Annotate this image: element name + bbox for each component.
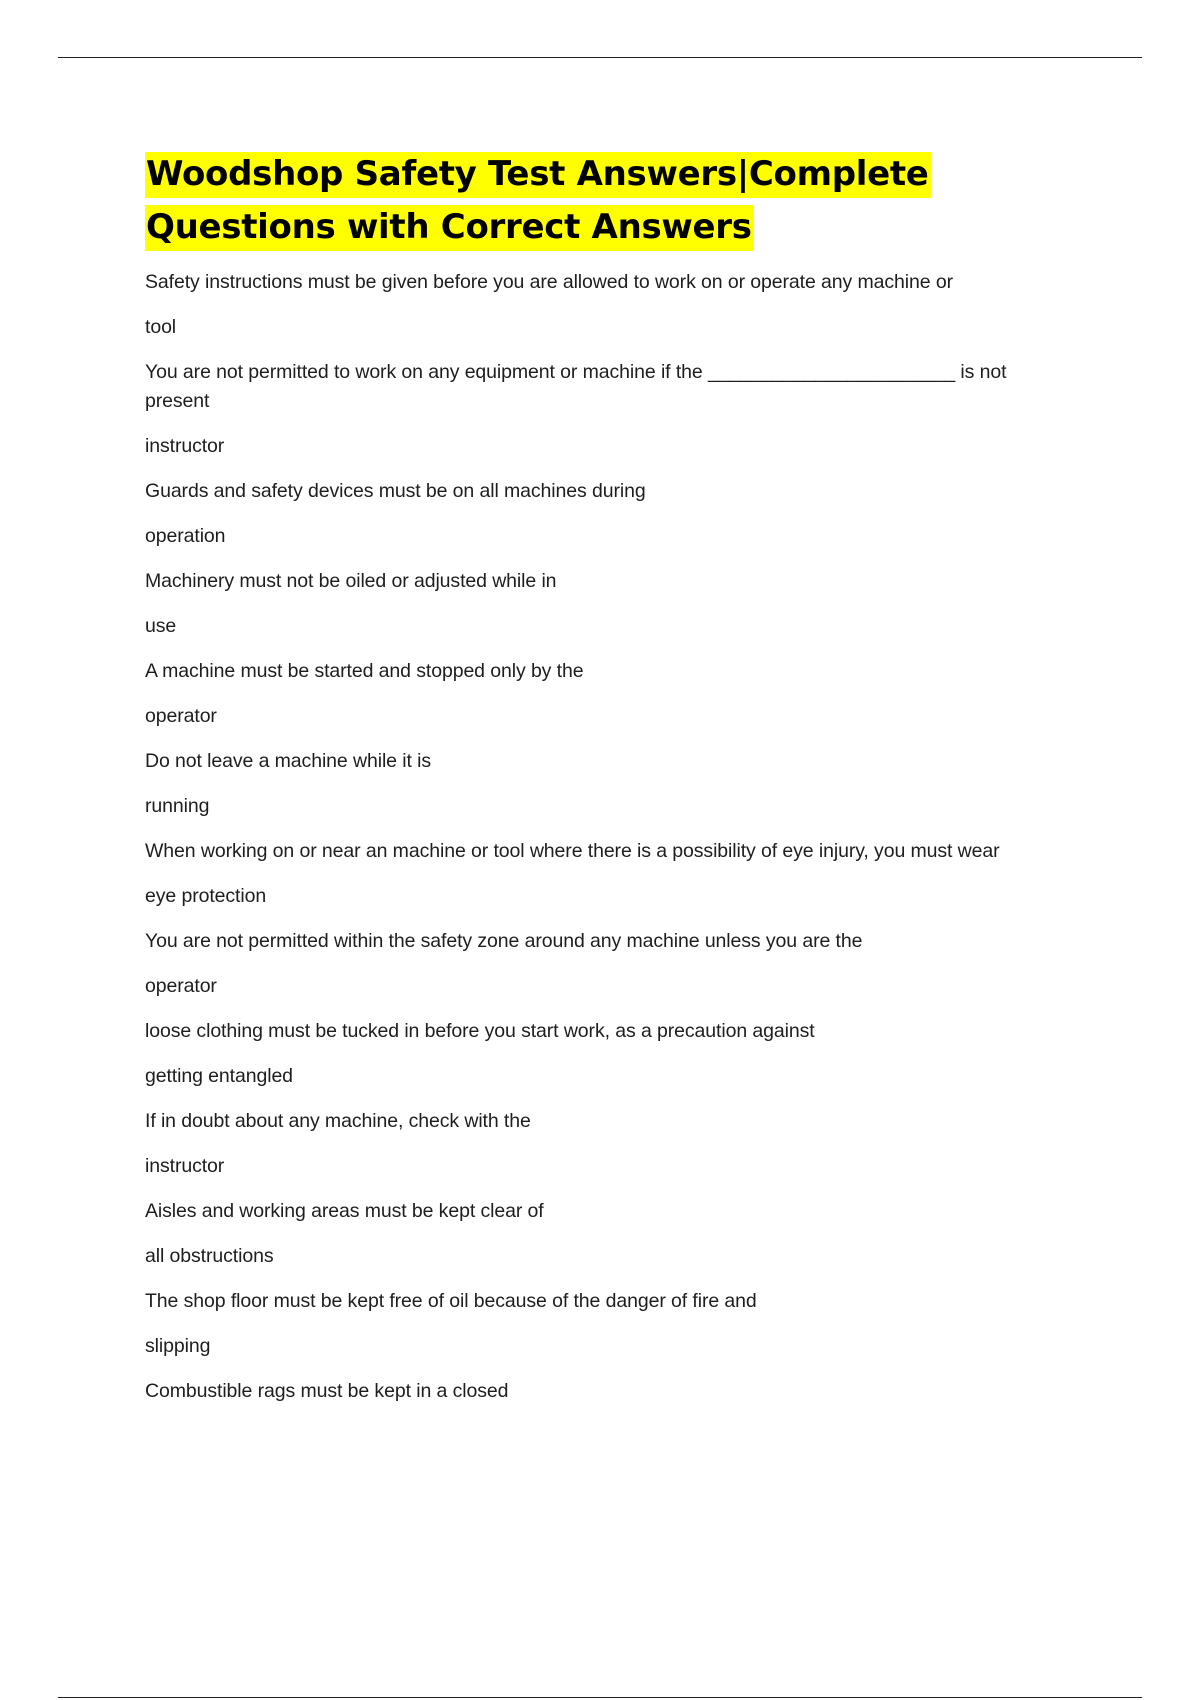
answer-text: operator bbox=[145, 705, 217, 727]
qa-item bbox=[145, 747, 1075, 821]
question-text: Guards and safety devices must be on all machines during bbox=[145, 480, 646, 502]
question-answer-list bbox=[145, 268, 1075, 1406]
question-text: Safety instructions must be given before you are allowed to work on or operate any machine or bbox=[145, 271, 953, 293]
answer-text: instructor bbox=[145, 435, 225, 457]
bottom-divider bbox=[58, 1697, 1142, 1698]
qa-item bbox=[145, 657, 1075, 731]
question-text: Machinery must not be oiled or adjusted while in bbox=[145, 570, 557, 592]
answer-text: slipping bbox=[145, 1335, 211, 1357]
qa-item bbox=[145, 1197, 1075, 1271]
question-text: The shop floor must be kept free of oil because of the danger of fire and bbox=[145, 1290, 757, 1312]
document-title bbox=[145, 148, 1075, 254]
qa-item bbox=[145, 927, 1075, 1001]
answer-text: getting entangled bbox=[145, 1065, 293, 1087]
answer-text: use bbox=[145, 615, 177, 637]
question-text: If in doubt about any machine, check with the bbox=[145, 1110, 531, 1132]
question-text: You are not permitted within the safety zone around any machine unless you are the bbox=[145, 930, 863, 952]
question-text: Combustible rags must be kept in a closed bbox=[145, 1380, 509, 1402]
question-text: Do not leave a machine while it is bbox=[145, 750, 431, 772]
document-body bbox=[145, 148, 1075, 1422]
qa-item bbox=[145, 1017, 1075, 1091]
top-divider bbox=[58, 57, 1142, 58]
qa-item bbox=[145, 268, 1075, 342]
question-text: loose clothing must be tucked in before you start work, as a precaution against bbox=[145, 1020, 815, 1042]
answer-text: operator bbox=[145, 975, 217, 997]
answer-text: eye protection bbox=[145, 885, 267, 907]
question-text: A machine must be started and stopped only by the bbox=[145, 660, 584, 682]
answer-text: running bbox=[145, 795, 210, 817]
title-highlight: Woodshop Safety Test Answers|Complete Questions with Correct Answers bbox=[145, 152, 931, 251]
qa-item bbox=[145, 1287, 1075, 1361]
answer-text: instructor bbox=[145, 1155, 225, 1177]
question-text: You are not permitted to work on any equipment or machine if the _______________________ is not present bbox=[145, 361, 1007, 412]
answer-text: operation bbox=[145, 525, 226, 547]
qa-item bbox=[145, 1377, 1075, 1406]
qa-item bbox=[145, 358, 1075, 461]
qa-item bbox=[145, 567, 1075, 641]
question-text: Aisles and working areas must be kept clear of bbox=[145, 1200, 544, 1222]
qa-item bbox=[145, 1107, 1075, 1181]
answer-text: tool bbox=[145, 316, 177, 338]
question-text: When working on or near an machine or tool where there is a possibility of eye injury, you must wear bbox=[145, 840, 1000, 862]
answer-text: all obstructions bbox=[145, 1245, 274, 1267]
qa-item bbox=[145, 477, 1075, 551]
qa-item bbox=[145, 837, 1075, 911]
